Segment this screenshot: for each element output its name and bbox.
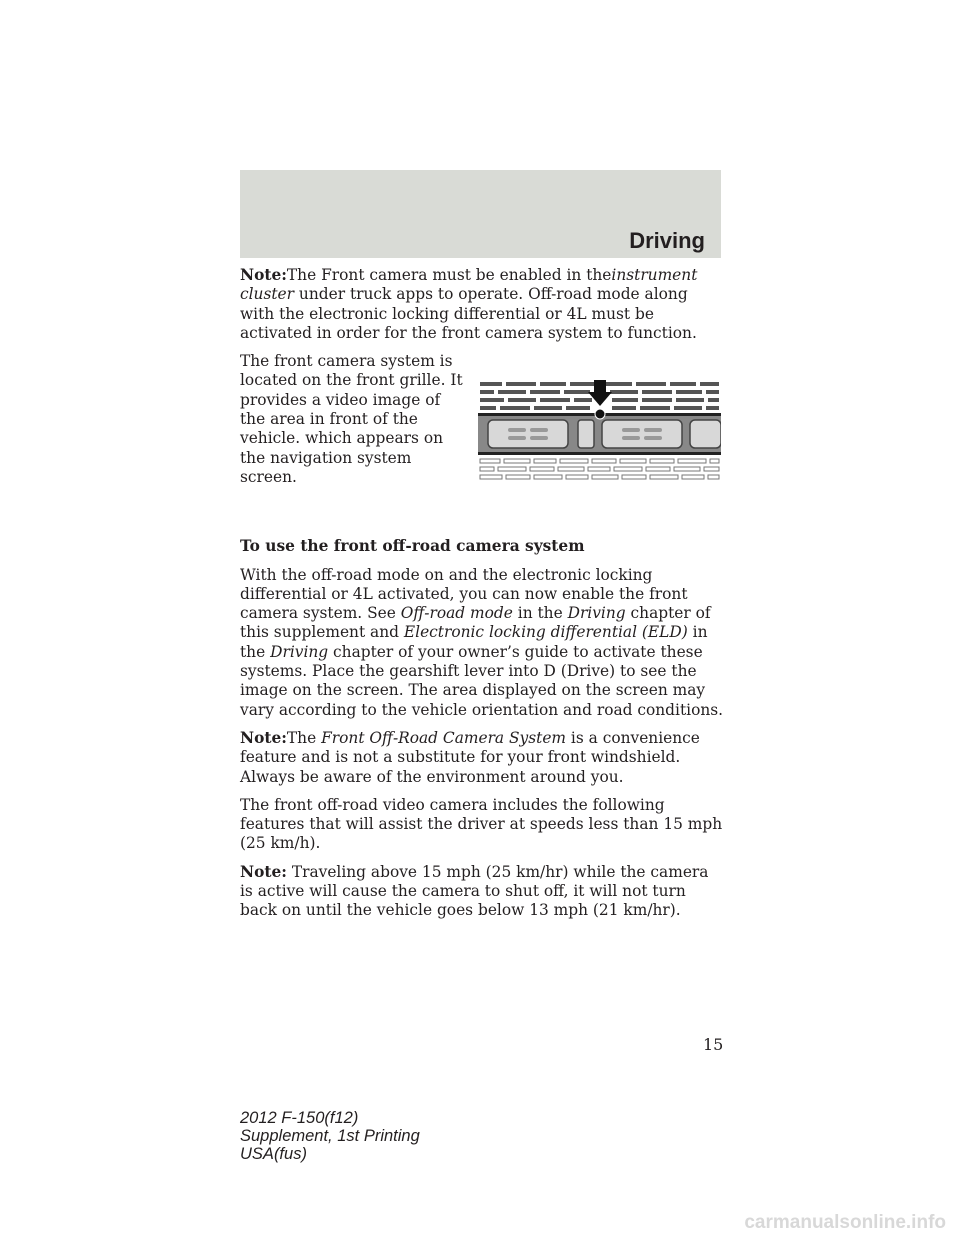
page-number: 15 — [703, 1035, 724, 1054]
driving-chapter-ref: Driving — [567, 604, 626, 623]
section-title: Driving — [629, 228, 705, 253]
driving-chapter-ref-2: Driving — [270, 642, 329, 661]
note-label: Note: — [240, 728, 287, 747]
front-grille-camera-illustration — [478, 380, 721, 485]
footer-model: 2012 F-150 — [240, 1109, 325, 1127]
note-label: Note: — [240, 862, 287, 881]
features-paragraph: The front off-road video camera includes the following features that will assist the driver at speeds less than 15 mph (25 km/h). — [240, 795, 723, 853]
footer-printing: Supplement, 1st Printing — [240, 1127, 420, 1145]
note-convenience: Note:The Front Off-Road Camera System is a convenience feature and is not a substitute for your front windshield. Always be aware of the environment around you. — [240, 728, 700, 786]
intro-paragraph: The front camera system is located on the front grille. It provides a video image of the area in front of the vehicle. which appears on the navigation system screen. — [240, 352, 463, 486]
note-speed: Note: Traveling above 15 mph (25 km/hr) while the camera is active will cause the camera to shut off, it will not turn back on until the vehicle goes below 13 mph (21 km/hr). — [240, 862, 709, 920]
off-road-mode-ref: Off-road mode — [400, 604, 513, 623]
footer-region-code: (fus) — [273, 1145, 307, 1163]
usage-paragraph: With the off-road mode on and the electronic locking differential or 4L activated, you can now enable the front camera system. See Off-road mode in the Driving chapter of this supplement and Electronic locking differential (ELD) in the Driving chapter of your owner’s guide to activate these systems. Place the gearshift lever into D (Drive) to see the image on the screen. The area displayed on the screen may vary according to the vehicle orientation and road conditions. — [240, 565, 724, 719]
camera-lens-icon — [595, 409, 605, 419]
camera-system-ref: Front Off-Road Camera System — [321, 728, 567, 747]
footer-model-code: (f12) — [324, 1109, 359, 1127]
note-label: Note: — [240, 266, 287, 284]
instrument-cluster-ref: instrument cluster — [240, 266, 698, 304]
section-heading: To use the front off-road camera system — [240, 537, 585, 556]
print-footer — [240, 1109, 420, 1163]
section-header-band — [240, 170, 721, 258]
footer-region: USA — [240, 1145, 274, 1163]
note-camera-enable: Note:The Front camera must be enabled in theinstrument cluster under truck apps to operate. Off-road mode along with the electronic locking differential or 4L must be activated in order for the front camera system to function. — [240, 266, 698, 342]
watermark: carmanualsonline.info — [744, 1212, 946, 1233]
eld-ref: Electronic locking differential (ELD) — [403, 623, 688, 642]
page-content — [240, 266, 724, 930]
